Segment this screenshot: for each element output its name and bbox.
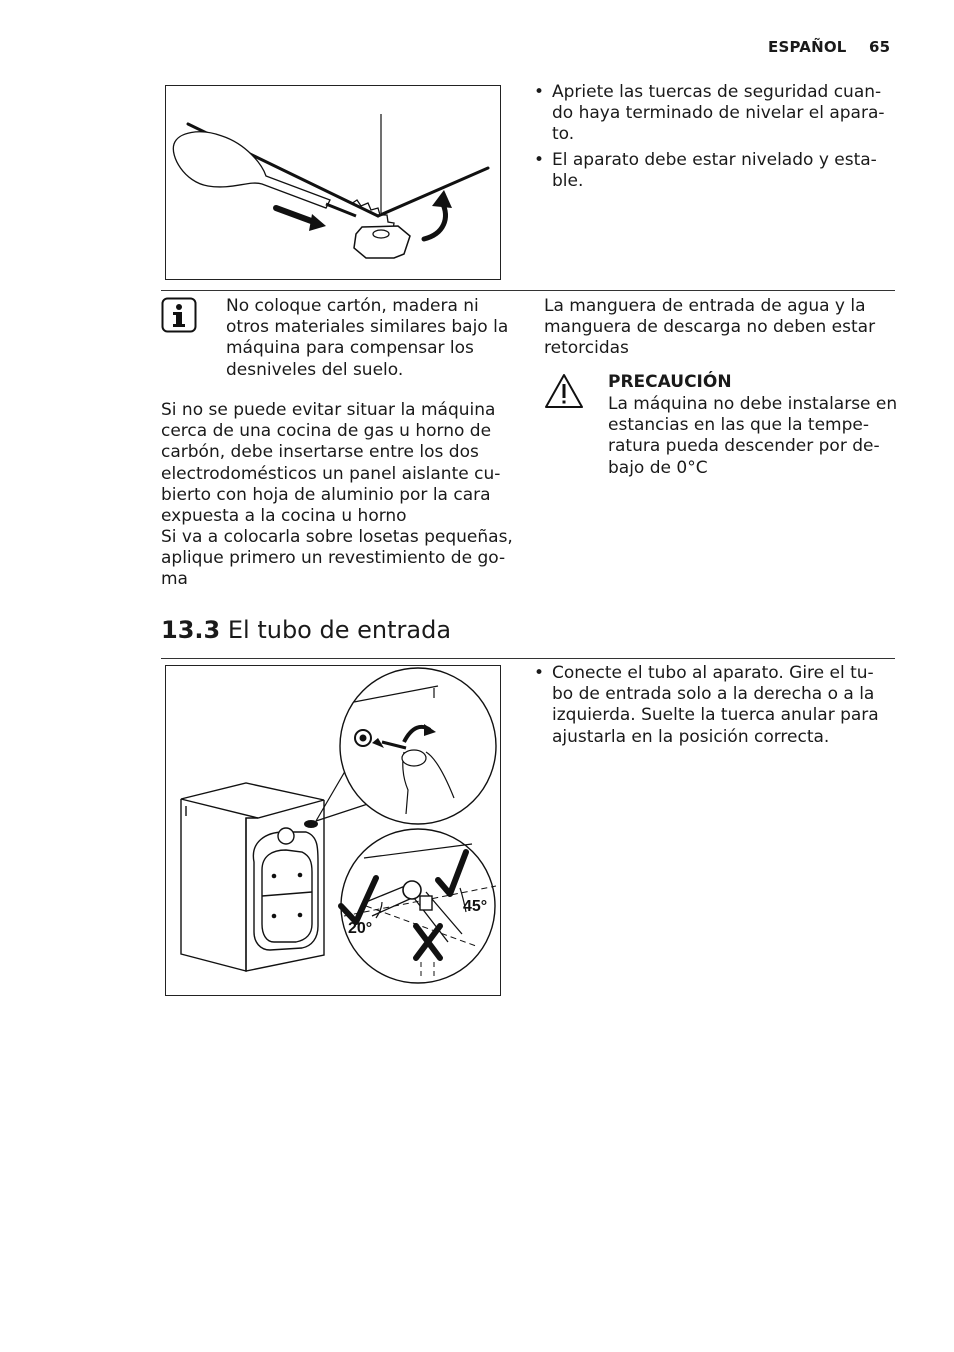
leveling-feet-illustration	[166, 86, 500, 279]
warning-icon	[544, 373, 584, 413]
separator-rule	[161, 290, 895, 291]
leveling-bullet-list	[532, 82, 894, 196]
inlet-hose-illustration	[166, 666, 500, 995]
info-icon	[161, 297, 197, 337]
section-heading	[161, 616, 451, 644]
tiles-paragraph: Si va a colocarla sobre losetas pequeñas, aplique primero un revestimiento de go-ma	[161, 527, 513, 590]
header-language: ESPAÑOL	[768, 38, 847, 56]
inlet-hose-bullet-list	[532, 663, 894, 752]
info-note-text: No coloque cartón, madera ni otros materiales similares bajo la máquina para compensar los desniveles del suelo.	[226, 296, 509, 380]
caution-title: PRECAUCIÓN	[608, 372, 732, 392]
angle-label-20: 20°	[348, 920, 373, 937]
section-rule	[161, 658, 895, 659]
figure-leveling-feet	[165, 85, 501, 280]
hose-paragraph: La manguera de entrada de agua y la manguera de descarga no deben estar retorcidas	[544, 296, 876, 359]
angle-label-45: 45°	[463, 898, 488, 915]
list-item: • Conecte el tubo al aparato. Gire el tu-bo de entrada solo a la derecha o a la izquierda. Suelte la tuerca anular para ajustarla en la posición correcta.	[532, 663, 894, 748]
section-number: 13.3	[161, 616, 221, 644]
list-item: • Apriete las tuercas de seguridad cuan-do haya terminado de nivelar el apara-to.	[532, 82, 894, 146]
gas-cooker-paragraph: Si no se puede evitar situar la máquina cerca de una cocina de gas u horno de carbón, debe insertarse entre los dos electrodomésticos un panel aislante cu-bierto con hoja de aluminio por la cara expuesta a la cocina u horno	[161, 400, 501, 527]
section-title: El tubo de entrada	[227, 616, 452, 644]
figure-inlet-hose	[165, 665, 501, 996]
caution-text: La máquina no debe instalarse en estancias en las que la tempe-ratura pueda descender por de-bajo de 0°C	[608, 394, 898, 478]
list-item: • El aparato debe estar nivelado y esta-ble.	[532, 150, 894, 192]
page-number: 65	[869, 38, 891, 56]
